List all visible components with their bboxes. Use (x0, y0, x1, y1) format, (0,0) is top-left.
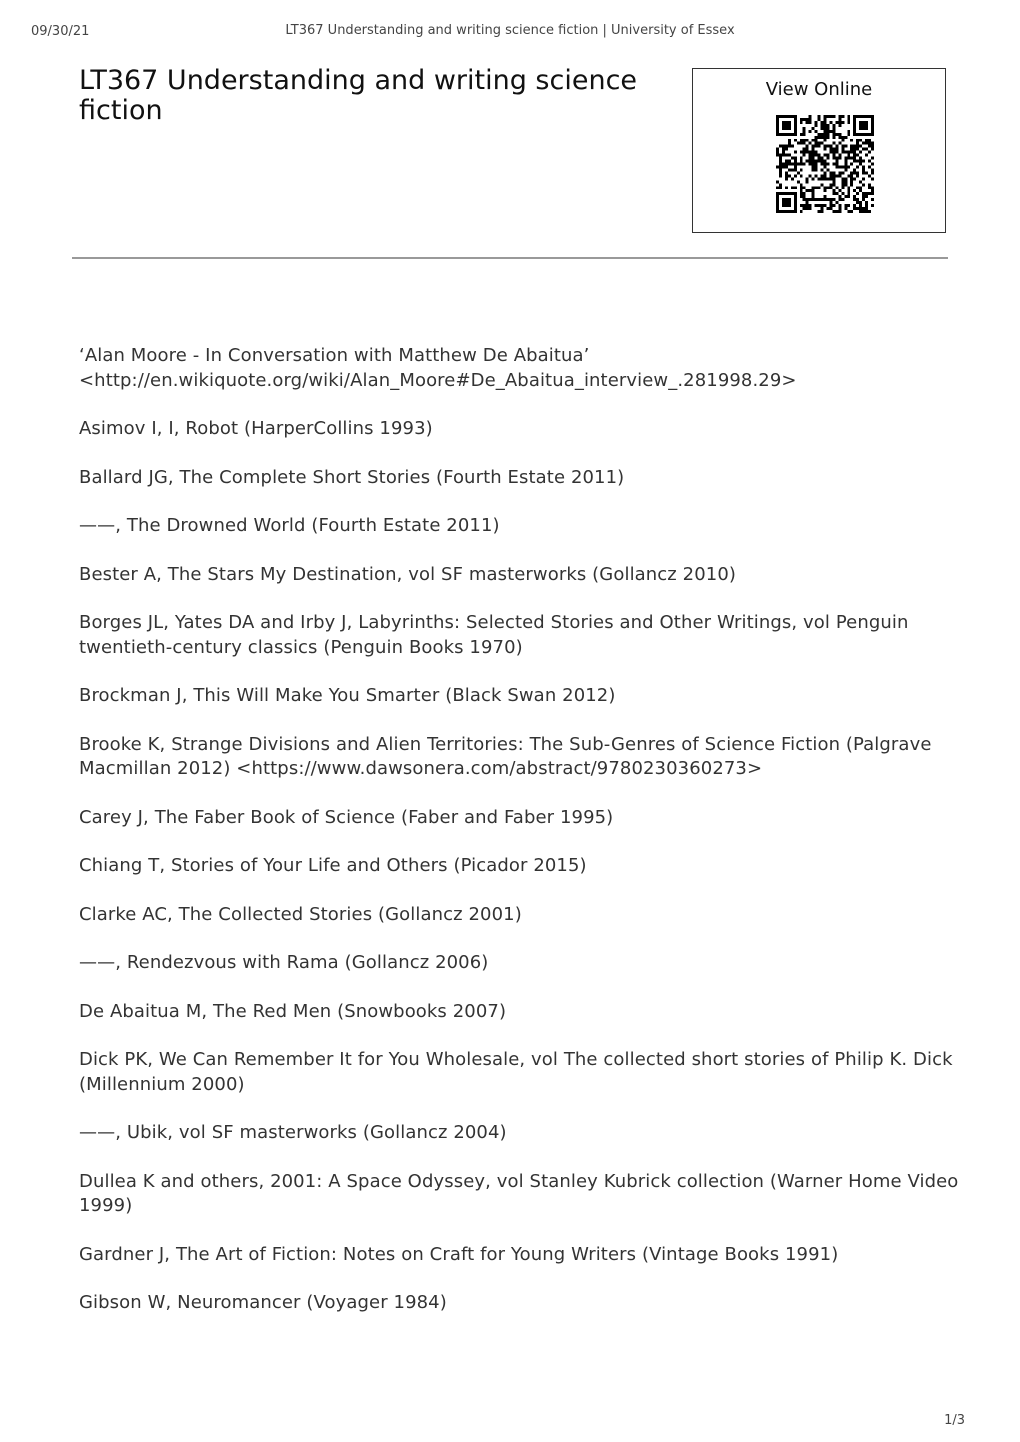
reading-list-entry: Gardner J, The Art of Fiction: Notes on Craft for Young Writers (Vintage Books 1991) (79, 1243, 839, 1265)
reading-list-entry: Dullea K and others, 2001: A Space Odyssey, vol Stanley Kubrick collection (Warner Home Video 1999) (79, 1170, 959, 1216)
reading-list-entry: Borges JL, Yates DA and Irby J, Labyrinths: Selected Stories and Other Writings, vol Penguin twentieth-century classics (Penguin Books 1970) (79, 612, 909, 658)
reading-list (79, 344, 959, 1340)
reading-list-entry: Dick PK, We Can Remember It for You Wholesale, vol The collected short stories of Philip K. Dick (Millennium 2000) (79, 1049, 953, 1095)
header-divider (72, 257, 948, 259)
view-online-box[interactable] (692, 68, 946, 233)
reading-list-entry: Clarke AC, The Collected Stories (Gollancz 2001) (79, 903, 522, 925)
reading-list-entry: ‘Alan Moore - In Conversation with Matthew De Abaitua’ <http://en.wikiquote.org/wiki/Alan_Moore#De_Abaitua_interview_.281998.29> (79, 345, 797, 391)
view-online-label[interactable]: View Online (765, 79, 873, 100)
print-date: 09/30/21 (31, 24, 90, 39)
reading-list-entry: Ballard JG, The Complete Short Stories (Fourth Estate 2011) (79, 466, 625, 488)
reading-list-entry: ——, The Drowned World (Fourth Estate 2011) (79, 515, 500, 536)
reading-list-entry: ——, Ubik, vol SF masterworks (Gollancz 2004) (79, 1122, 507, 1143)
reading-list-entry: Carey J, The Faber Book of Science (Faber and Faber 1995) (79, 806, 614, 828)
reading-list-entry: Bester A, The Stars My Destination, vol SF masterworks (Gollancz 2010) (79, 563, 737, 585)
print-header-title: LT367 Understanding and writing science fiction | University of Essex (285, 23, 735, 38)
reading-list-entry: Brooke K, Strange Divisions and Alien Territories: The Sub-Genres of Science Fiction (Palgrave Macmillan 2012) <https://www.dawsonera.com/abstract/9780230360273> (79, 733, 932, 779)
page-title: LT367 Understanding and writing science fiction (79, 65, 638, 126)
reading-list-entry: Brockman J, This Will Make You Smarter (Black Swan 2012) (79, 685, 616, 706)
reading-list-entry: De Abaitua M, The Red Men (Snowbooks 2007) (79, 1000, 507, 1022)
reading-list-entry: Chiang T, Stories of Your Life and Others (Picador 2015) (79, 855, 587, 876)
reading-list-entry: ——, Rendezvous with Rama (Gollancz 2006) (79, 952, 489, 973)
reading-list-entry: Asimov I, I, Robot (HarperCollins 1993) (79, 418, 433, 439)
page-number: 1/3 (944, 1413, 965, 1428)
qr-code-icon[interactable] (776, 115, 874, 213)
reading-list-entry: Gibson W, Neuromancer (Voyager 1984) (79, 1292, 447, 1313)
